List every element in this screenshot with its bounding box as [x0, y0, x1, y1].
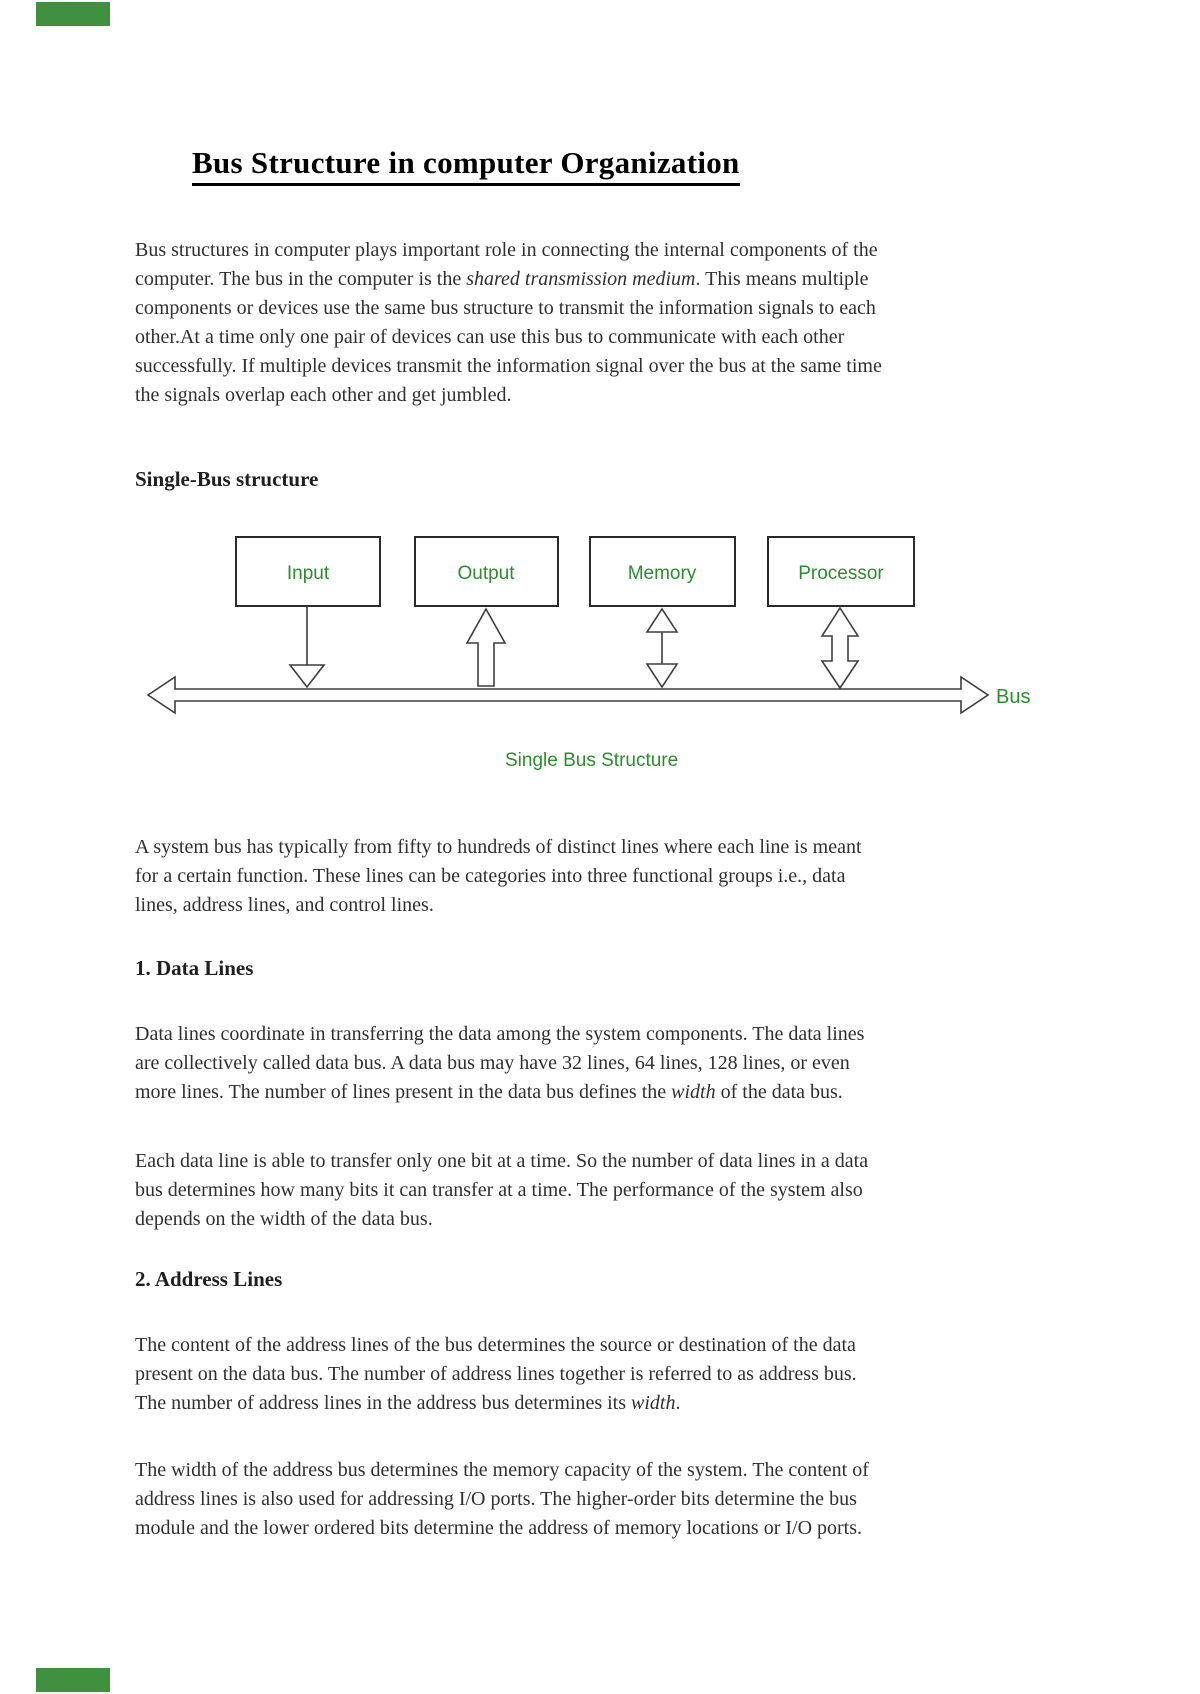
page-corner-ribbon-bottom	[36, 1668, 110, 1692]
data-lines-paragraph-2: Each data line is able to transfer only one bit at a time. So the number of data lines in a data bus determines how many bits it can transfer at a time. The performance of the system also depends on the width of the data bus.	[135, 1150, 869, 1230]
data-lines-paragraph-1: Data lines coordinate in transferring the data among the system components. The data lines are collectively called data bus. A data bus may have 32 lines, 64 lines, 128 lines, or even more lines. The number of lines present in the data bus defines the width of the data bus.	[135, 1023, 865, 1103]
diagram-box-input-label: Input	[286, 563, 330, 584]
intro-paragraph: Bus structures in computer plays important role in connecting the internal components of the computer. The bus in the computer is the shared transmission medium. This means multiple components or devices use the same bus structure to transmit the information signals to each other.At a time only one pair of devices can use this bus to communicate with each other successfully. If multiple devices transmit the information signal over the bus at the same time the signals overlap each other and get jumbled.	[135, 239, 882, 406]
address-lines-paragraph-1: The content of the address lines of the bus determines the source or destination of the data present on the data bus. The number of address lines together is referred to as address bus. The number of address lines in the address bus determines its width.	[135, 1334, 857, 1414]
page-corner-ribbon-top	[36, 2, 110, 26]
diagram-box-output-label: Output	[457, 563, 515, 584]
diagram-box-processor	[768, 537, 914, 606]
diagram-box-output	[415, 537, 558, 606]
output-up-arrow-icon	[467, 609, 505, 686]
diagram-box-input	[236, 537, 380, 606]
address-lines-paragraph-2: The width of the address bus determines the memory capacity of the system. The content of address lines is also used for addressing I/O ports. The higher-order bits determine the bus module and the lower ordered bits determine the address of memory locations or I/O ports.	[135, 1459, 869, 1539]
input-down-arrow-icon	[290, 606, 324, 687]
heading-single-bus-structure: Single-Bus structure	[135, 467, 319, 491]
diagram-box-memory-label: Memory	[627, 563, 697, 584]
system-bus-paragraph: A system bus has typically from fifty to hundreds of distinct lines where each line is meant for a certain function. These lines can be categories into three functional groups i.e., data lines, address lines, and control lines.	[135, 836, 862, 916]
heading-address-lines: 2. Address Lines	[135, 1267, 283, 1291]
single-bus-diagram	[0, 530, 1200, 780]
processor-double-arrow-icon	[822, 608, 858, 688]
diagram-box-processor-label: Processor	[798, 563, 884, 584]
memory-double-arrow-icon	[647, 609, 677, 687]
bus-label: Bus	[996, 686, 1031, 708]
diagram-box-memory	[590, 537, 735, 606]
heading-data-lines: 1. Data Lines	[135, 956, 254, 980]
diagram-caption: Single Bus Structure	[505, 750, 679, 771]
page-title: Bus Structure in computer Organization	[192, 146, 740, 186]
bus-arrow	[148, 677, 988, 713]
